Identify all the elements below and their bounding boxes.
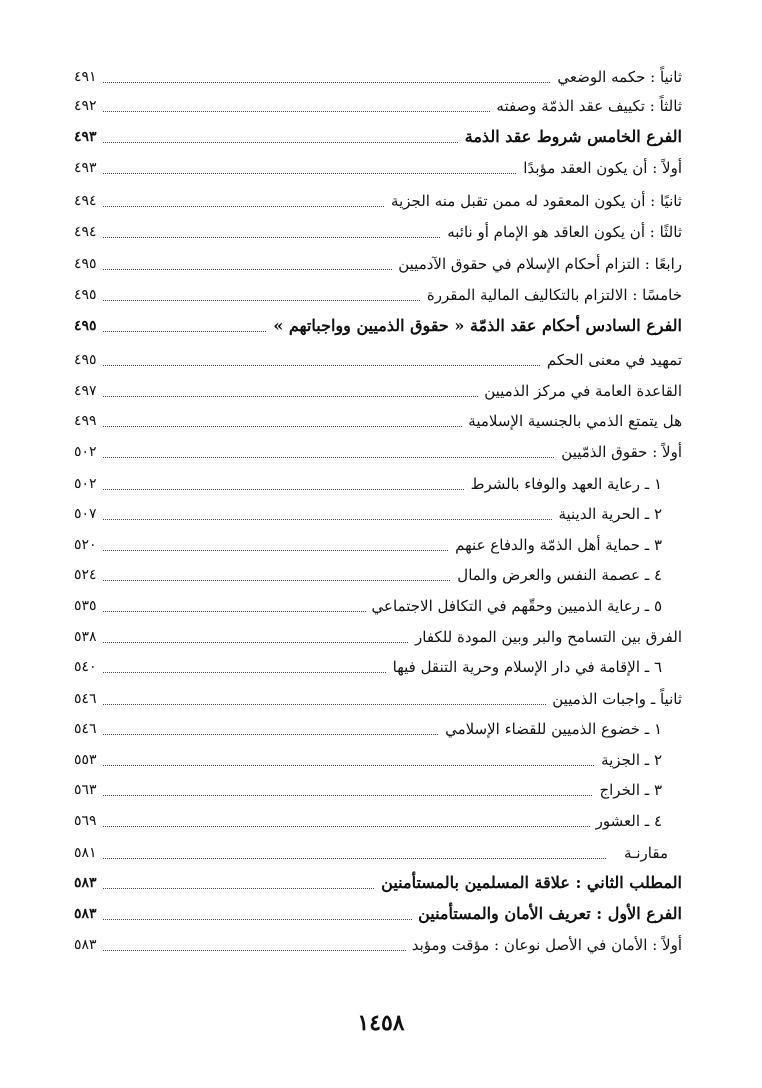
toc-entry-page: ٥٤٠ (74, 652, 103, 682)
toc-entry (74, 249, 682, 279)
dot-leader (76, 519, 606, 520)
toc-entry-page: ٥٨١ (74, 838, 103, 868)
toc-entry-title: المطلب الثاني : علاقة المسلمين بالمستأمنين (375, 868, 682, 898)
toc-entry-title: الفرع السادس أحكام عقد الذمّة « حقوق الذميين وواجباتهم » (267, 311, 682, 341)
toc-entry (74, 62, 682, 92)
toc-entry-title: ٤ ـ العشور (590, 806, 662, 836)
toc-entry-page: ٥٠٧ (74, 499, 103, 529)
toc-entry (74, 745, 662, 775)
toc-entry-title: ثالثًا : أن يكون العاقد هو الإمام أو نائبه (441, 217, 682, 247)
toc-entry-title: ٦ ـ الإقامة في دار الإسلام وحرية التنقل فيها (387, 652, 662, 682)
dot-leader (76, 858, 606, 859)
toc-entry-page: ٤٩٣ (74, 122, 103, 152)
toc-entry (74, 217, 682, 247)
toc-entry-title: ثانياً : حكمه الوضعي (551, 62, 682, 92)
toc-entry-page: ٥٢٠ (74, 530, 103, 560)
toc-entry (74, 838, 668, 868)
toc-entry-page: ٤٩٤ (74, 186, 103, 216)
toc-entry (74, 122, 682, 152)
toc-entry-title: هل يتمتع الذمي بالجنسية الإسلامية (462, 406, 682, 436)
toc-entry (74, 406, 682, 436)
toc-entry (74, 591, 662, 621)
toc-entry (74, 714, 662, 744)
toc-entry-page: ٥٤٦ (74, 684, 103, 714)
toc-entry (74, 684, 682, 714)
toc-entry (74, 469, 662, 499)
dot-leader (76, 826, 606, 827)
toc-entry (74, 345, 682, 375)
toc-entry-page: ٤٩٩ (74, 406, 103, 436)
toc-entry (74, 560, 662, 590)
toc-entry-title: مقارنـة (618, 838, 668, 868)
toc-entry-title: ٣ ـ حماية أهل الذمّة والدفاع عنهم (449, 530, 662, 560)
toc-entry-page: ٥٨٣ (74, 868, 103, 898)
toc-entry (74, 530, 662, 560)
toc-entry-title: ٢ ـ الحرية الدينية (552, 499, 662, 529)
toc-entry-title: أولاً : الأمان في الأصل نوعان : مؤقت ومؤبد (406, 930, 682, 960)
toc-entry-page: ٤٩٣ (74, 153, 103, 183)
toc-entry (74, 311, 682, 341)
toc-entry-title: ثانياً ـ واجبات الذميين (546, 684, 682, 714)
toc-entry (74, 437, 682, 467)
toc-entry (74, 153, 682, 183)
toc-entry-title: ٤ ـ عصمة النفس والعرض والمال (451, 560, 662, 590)
toc-entry (74, 280, 682, 310)
toc-entry (74, 499, 662, 529)
toc-entry (74, 930, 682, 960)
toc-entry-page: ٥٤٦ (74, 714, 103, 744)
toc-entry (74, 186, 682, 216)
toc-entry-title: أولاً : أن يكون العقد مؤبدًا (517, 153, 682, 183)
toc-entry-title: خامسًا : الالتزام بالتكاليف المالية المقررة (421, 280, 682, 310)
toc-entry-page: ٤٩٥ (74, 345, 103, 375)
toc-entry-page: ٥٠٢ (74, 469, 103, 499)
dot-leader (76, 765, 606, 766)
toc-entry-title: ٥ ـ رعاية الذميين وحقّهم في التكافل الاجتماعي (366, 591, 662, 621)
toc-entry-title: القاعدة العامة في مركز الذميين (478, 376, 682, 406)
toc-entry-page: ٤٩٥ (74, 311, 103, 341)
toc-entry-page: ٥٣٥ (74, 591, 103, 621)
toc-entry-page: ٥٨٣ (74, 930, 103, 960)
toc-entry-page: ٤٩٥ (74, 280, 103, 310)
toc-entry (74, 652, 662, 682)
toc-entry-page: ٤٩٥ (74, 249, 103, 279)
toc-entry-page: ٤٩٤ (74, 217, 103, 247)
dot-leader (76, 704, 606, 705)
toc-entry-page: ٥٢٤ (74, 560, 103, 590)
toc-entry-page: ٥٣٨ (74, 622, 103, 652)
toc-entry-page: ٤٩١ (74, 62, 103, 92)
toc-entry-title: رابعًا : التزام أحكام الإسلام في حقوق الآدميين (392, 249, 682, 279)
toc-entry-page: ٥٨٣ (74, 899, 103, 929)
toc-entry-title: الفرع الخامس شروط عقد الذمة (459, 122, 682, 152)
dot-leader (76, 457, 606, 458)
page-number: ١٤٥٨ (357, 1010, 405, 1036)
dot-leader (76, 82, 606, 83)
toc-entry-title: ثالثاً : تكييف عقد الذمّة وصفته (490, 91, 682, 121)
toc-entry-page: ٤٩٧ (74, 376, 103, 406)
toc-entry-page: ٥٠٢ (74, 437, 103, 467)
toc-entry-title: ١ ـ خضوع الذميين للقضاء الإسلامي (439, 714, 662, 744)
toc-entry-title: ١ ـ رعاية العهد والوفاء بالشرط (465, 469, 662, 499)
toc-entry (74, 775, 662, 805)
toc-entry-page: ٥٥٣ (74, 745, 103, 775)
toc-entry (74, 899, 682, 929)
toc-entry-title: ٢ ـ الجزية (595, 745, 662, 775)
toc-entry (74, 868, 682, 898)
dot-leader (76, 365, 606, 366)
toc-entry (74, 622, 682, 652)
toc-entry-title: أولاً : حقوق الذمّيين (555, 437, 682, 467)
toc-entry (74, 806, 662, 836)
dot-leader (76, 795, 606, 796)
toc-entry-title: الفرق بين التسامح والبر وبين المودة للكفار (409, 622, 682, 652)
toc-entry-page: ٤٩٢ (74, 91, 103, 121)
toc-entry-page: ٥٦٣ (74, 775, 103, 805)
toc-entry (74, 376, 682, 406)
toc-entry (74, 91, 682, 121)
toc-entry-page: ٥٦٩ (74, 806, 103, 836)
toc-entry-title: ثانيًا : أن يكون المعقود له ممن تقبل منه الجزية (385, 186, 682, 216)
toc-entry-title: الفرع الأول : تعريف الأمان والمستأمنين (412, 899, 682, 929)
toc-entry-title: ٣ ـ الخراج (593, 775, 662, 805)
toc-entry-title: تمهيد في معنى الحكم (541, 345, 682, 375)
